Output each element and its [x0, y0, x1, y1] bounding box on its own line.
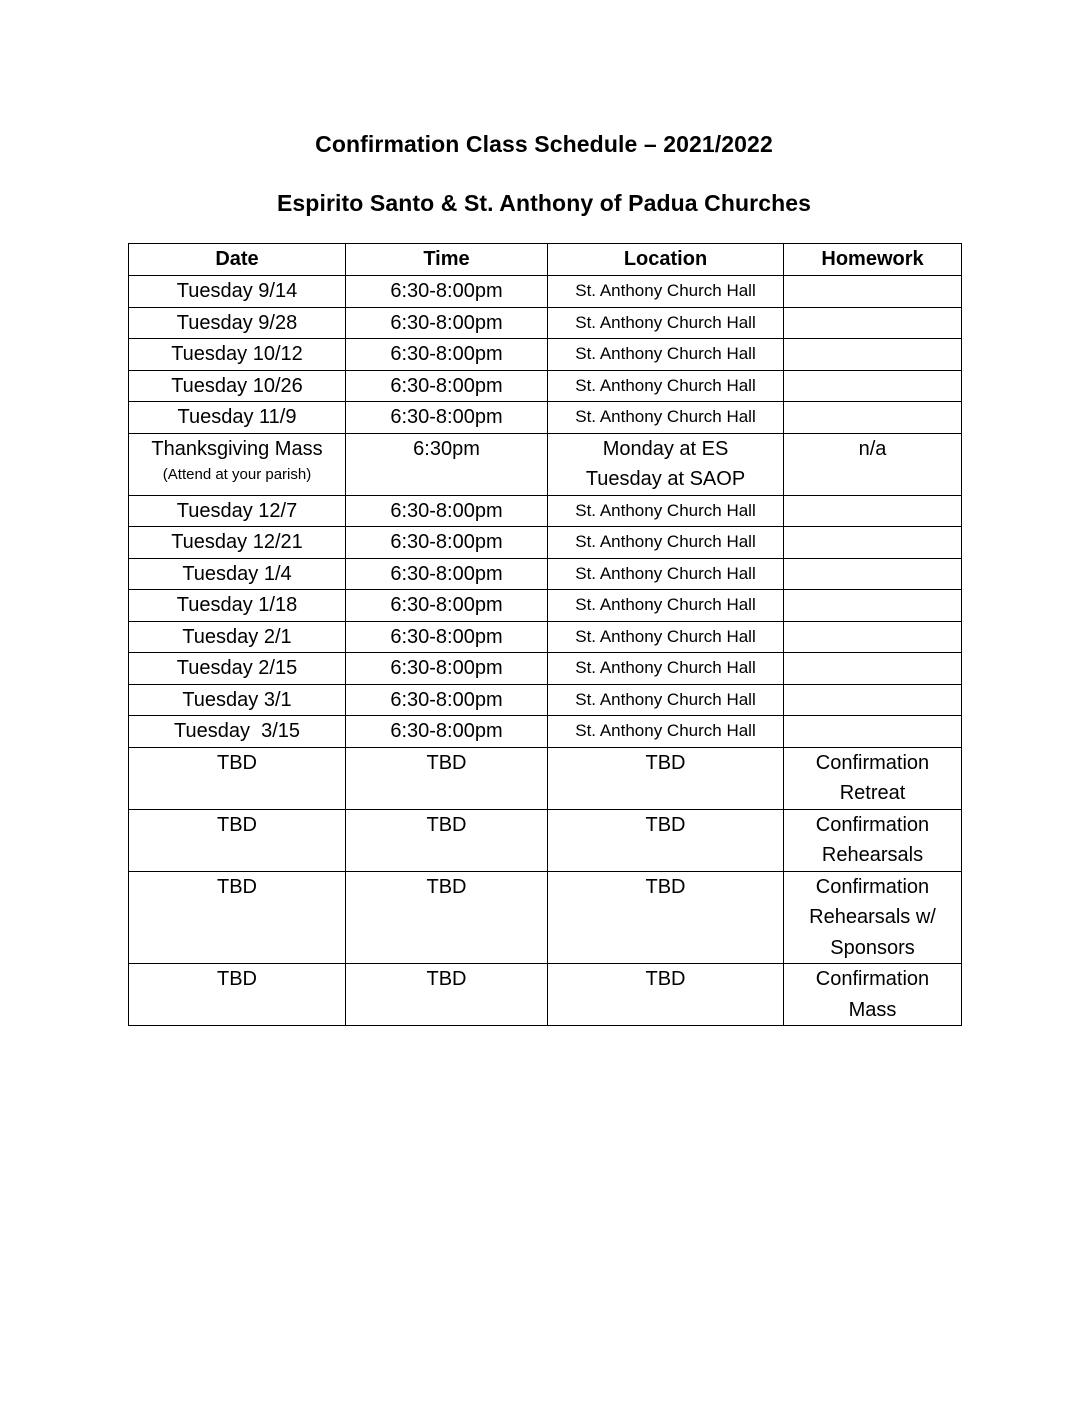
- table-row: [129, 527, 962, 559]
- table-row: [129, 558, 962, 590]
- homework-cell: [784, 402, 962, 434]
- homework-line: Sponsors: [830, 936, 915, 959]
- location-cell: St. Anthony Church Hall: [548, 590, 784, 622]
- location-cell: [548, 433, 784, 495]
- schedule-table: [128, 243, 962, 1026]
- table-row: [129, 716, 962, 748]
- location-cell: St. Anthony Church Hall: [548, 495, 784, 527]
- time-cell: 6:30-8:00pm: [346, 621, 548, 653]
- table-row: [129, 339, 962, 371]
- homework-cell: [784, 716, 962, 748]
- date-cell: Tuesday 2/15: [129, 653, 346, 685]
- time-cell: 6:30-8:00pm: [346, 590, 548, 622]
- location-cell: St. Anthony Church Hall: [548, 684, 784, 716]
- date-cell: [129, 433, 346, 495]
- table-row: [129, 590, 962, 622]
- location-line: Monday at ES: [602, 437, 729, 460]
- homework-line: Confirmation: [815, 968, 930, 990]
- date-cell: Tuesday 9/28: [129, 307, 346, 339]
- time-cell: 6:30-8:00pm: [346, 716, 548, 748]
- homework-line: Retreat: [839, 782, 906, 804]
- time-cell: 6:30pm: [346, 433, 548, 495]
- homework-cell: n/a: [784, 433, 962, 495]
- homework-cell: [784, 558, 962, 590]
- time-cell: TBD: [346, 871, 548, 964]
- time-cell: 6:30-8:00pm: [346, 307, 548, 339]
- homework-cell: [784, 370, 962, 402]
- time-cell: 6:30-8:00pm: [346, 402, 548, 434]
- homework-cell: [784, 809, 962, 871]
- date-cell: TBD: [129, 747, 346, 809]
- homework-cell: [784, 495, 962, 527]
- location-cell: TBD: [548, 809, 784, 871]
- homework-line: Rehearsals: [821, 844, 924, 866]
- homework-line: Confirmation: [815, 875, 930, 898]
- table-row-retreat: [129, 747, 962, 809]
- date-cell: Tuesday 3/15: [129, 716, 346, 748]
- table-row: [129, 653, 962, 685]
- table-row-rehearsals-sponsors: [129, 871, 962, 964]
- document-subtitle: Espirito Santo & St. Anthony of Padua Churches: [276, 190, 812, 216]
- time-cell: 6:30-8:00pm: [346, 339, 548, 371]
- homework-cell: [784, 590, 962, 622]
- time-cell: TBD: [346, 747, 548, 809]
- date-cell: Tuesday 10/26: [129, 370, 346, 402]
- table-row: [129, 276, 962, 308]
- table-row-thanksgiving: [129, 433, 962, 495]
- location-cell: St. Anthony Church Hall: [548, 653, 784, 685]
- homework-line: Rehearsals w/: [809, 906, 936, 928]
- location-cell: TBD: [548, 964, 784, 1026]
- time-cell: TBD: [346, 809, 548, 871]
- location-cell: St. Anthony Church Hall: [548, 402, 784, 434]
- date-cell: TBD: [129, 809, 346, 871]
- time-cell: 6:30-8:00pm: [346, 276, 548, 308]
- date-cell: TBD: [129, 871, 346, 964]
- header-date: Date: [129, 244, 346, 276]
- table-header-row: [129, 244, 962, 276]
- date-cell: TBD: [129, 964, 346, 1026]
- time-cell: 6:30-8:00pm: [346, 558, 548, 590]
- date-cell: Tuesday 1/18: [129, 590, 346, 622]
- homework-line: Confirmation: [815, 813, 930, 836]
- homework-cell: [784, 527, 962, 559]
- date-cell: Tuesday 3/1: [129, 684, 346, 716]
- location-cell: St. Anthony Church Hall: [548, 339, 784, 371]
- table-row-mass: [129, 964, 962, 1026]
- date-cell: Tuesday 1/4: [129, 558, 346, 590]
- location-cell: St. Anthony Church Hall: [548, 621, 784, 653]
- header-time: Time: [346, 244, 548, 276]
- date-cell: Tuesday 2/1: [129, 621, 346, 653]
- table-row: [129, 495, 962, 527]
- homework-cell: [784, 653, 962, 685]
- time-cell: 6:30-8:00pm: [346, 653, 548, 685]
- homework-line: Confirmation: [815, 751, 930, 774]
- location-cell: St. Anthony Church Hall: [548, 527, 784, 559]
- date-cell: Tuesday 11/9: [129, 402, 346, 434]
- location-cell: TBD: [548, 871, 784, 964]
- table-row: [129, 621, 962, 653]
- homework-cell: [784, 276, 962, 308]
- location-cell: St. Anthony Church Hall: [548, 558, 784, 590]
- location-cell: St. Anthony Church Hall: [548, 370, 784, 402]
- homework-cell: [784, 621, 962, 653]
- homework-cell: [784, 747, 962, 809]
- location-cell: St. Anthony Church Hall: [548, 307, 784, 339]
- table-row: [129, 307, 962, 339]
- date-cell: Tuesday 9/14: [129, 276, 346, 308]
- date-note: (Attend at your parish): [162, 466, 312, 483]
- table-row-rehearsals: [129, 809, 962, 871]
- location-cell: St. Anthony Church Hall: [548, 716, 784, 748]
- time-cell: 6:30-8:00pm: [346, 370, 548, 402]
- date-cell: Tuesday 12/7: [129, 495, 346, 527]
- date-text: Thanksgiving Mass: [151, 437, 323, 460]
- time-cell: TBD: [346, 964, 548, 1026]
- header-location: Location: [548, 244, 784, 276]
- homework-cell: [784, 307, 962, 339]
- time-cell: 6:30-8:00pm: [346, 527, 548, 559]
- homework-cell: [784, 964, 962, 1026]
- time-cell: 6:30-8:00pm: [346, 495, 548, 527]
- location-cell: TBD: [548, 747, 784, 809]
- location-cell: St. Anthony Church Hall: [548, 276, 784, 308]
- table-row: [129, 402, 962, 434]
- date-cell: Tuesday 12/21: [129, 527, 346, 559]
- table-row: [129, 370, 962, 402]
- date-cell: Tuesday 10/12: [129, 339, 346, 371]
- homework-cell: [784, 339, 962, 371]
- header-homework: Homework: [784, 244, 962, 276]
- time-cell: 6:30-8:00pm: [346, 684, 548, 716]
- homework-cell: [784, 684, 962, 716]
- document-title: Confirmation Class Schedule – 2021/2022: [315, 131, 773, 157]
- table-row: [129, 684, 962, 716]
- homework-cell: [784, 871, 962, 964]
- location-line: Tuesday at SAOP: [585, 468, 746, 490]
- homework-line: Mass: [848, 998, 897, 1021]
